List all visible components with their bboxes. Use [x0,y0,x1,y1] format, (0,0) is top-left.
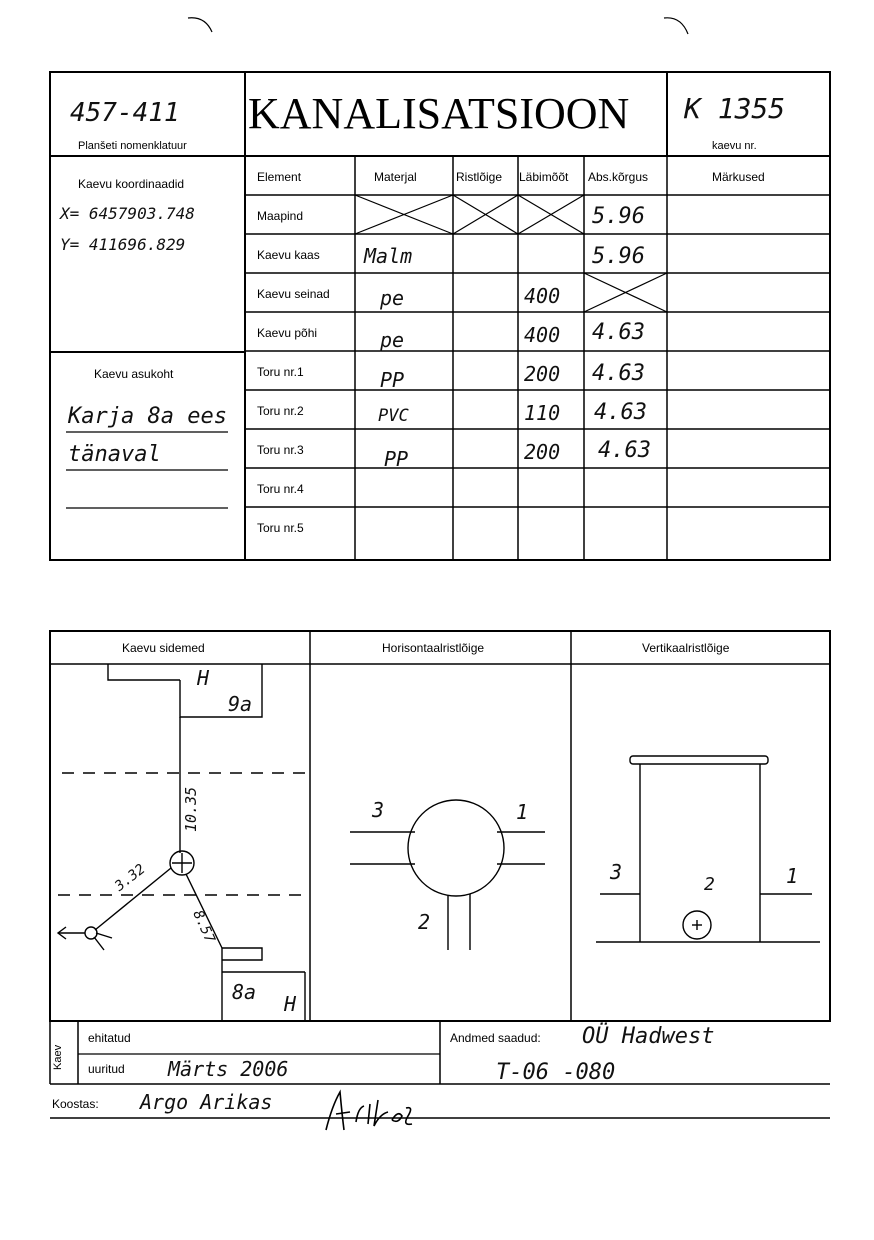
page-title: KANALISATSIOON [248,89,630,138]
cell-material: PP [380,368,405,392]
column-header-diameter: Läbimõõt [519,170,569,184]
data-code: T-06 -080 [496,1060,616,1085]
cell-abs-height: 4.63 [592,320,645,345]
kaevu-number-label: kaevu nr. [712,140,757,152]
footer [0,1020,874,1130]
coordinate-y: Y= 411696.829 [60,235,186,254]
cell-abs-height: 5.96 [592,204,645,229]
drawings-grid [0,600,874,1040]
coordinate-x: X= 6457903.748 [60,204,195,223]
building-bottom-mark: H [284,992,297,1016]
header-form [0,0,874,580]
coordinates-label: Kaevu koordinaadid [78,177,185,191]
panel-label-horizontal: Horisontaalristlõige [382,641,485,655]
vertical-section-sketch [596,756,820,942]
row-label: Toru nr.3 [257,443,304,457]
cell-abs-height: 4.63 [594,400,647,425]
column-header-notes: Märkused [712,170,765,184]
kaevu-number: K 1355 [684,92,786,125]
building-top-label: 9a [228,692,253,716]
horizontal-pipe-2: 2 [418,910,431,934]
vertical-pipe-3: 3 [610,860,623,884]
distance-up: 10.35 [182,786,200,832]
row-label: Maapind [257,209,304,223]
row-label: Toru nr.2 [257,404,304,418]
panel-label-links: Kaevu sidemed [122,641,205,655]
form-grid [0,0,874,580]
horizontal-pipe-3: 3 [372,798,385,822]
data-source: OÜ Hadwest [582,1024,715,1049]
building-top-mark: H [197,666,210,690]
surveyed-label: uuritud [88,1062,125,1076]
location-line-1: Karja 8a ees [68,404,227,429]
column-header-material: Materjal [374,170,417,184]
signature [318,1086,418,1136]
drawings-panel [0,600,874,1040]
cell-abs-height: 4.63 [598,438,651,463]
plansett-number: 457-411 [70,98,180,128]
row-label: Kaevu kaas [257,248,320,262]
horizontal-pipe-1: 1 [516,800,529,824]
cell-diameter: 400 [524,284,561,308]
cell-abs-height: 5.96 [592,244,645,269]
author-value: Argo Arikas [140,1090,273,1114]
footer-side-label: Kaev [52,1044,64,1070]
cell-diameter: 400 [524,323,561,347]
building-bottom-label: 8a [232,980,257,1004]
cell-abs-height: 4.63 [592,361,645,386]
column-header-element: Element [257,170,302,184]
row-label: Toru nr.5 [257,521,304,535]
built-label: ehitatud [88,1031,131,1045]
column-header-cross-section: Ristlõige [456,170,503,184]
distance-down: 8.57 [189,908,218,946]
panel-label-vertical: Vertikaalristlõige [642,641,730,655]
location-label: Kaevu asukoht [94,367,174,381]
links-sketch [58,664,306,1021]
author-label: Koostas: [52,1097,99,1111]
row-label: Kaevu põhi [257,326,318,340]
row-label: Toru nr.1 [257,365,304,379]
cell-material: PVC [378,406,409,426]
cell-diameter: 110 [524,401,561,425]
cell-material: Malm [364,244,413,268]
vertical-pipe-2: 2 [704,874,715,895]
cell-diameter: 200 [524,440,561,464]
column-header-abs-height: Abs.kõrgus [588,170,649,184]
distance-left: 3.32 [112,861,149,895]
plansett-label: Planšeti nomenklatuur [78,140,187,152]
footer-grid [0,1020,874,1130]
row-label: Kaevu seinad [257,287,330,301]
cell-diameter: 200 [524,362,561,386]
surveyed-value: Märts 2006 [168,1057,289,1081]
data-label: Andmed saadud: [450,1031,541,1045]
cell-material: PP [384,447,409,471]
cell-material: pe [380,328,405,352]
location-line-2: tänaval [68,442,161,467]
vertical-pipe-1: 1 [786,864,799,888]
row-label: Toru nr.4 [257,482,304,496]
cell-material: pe [380,286,405,310]
